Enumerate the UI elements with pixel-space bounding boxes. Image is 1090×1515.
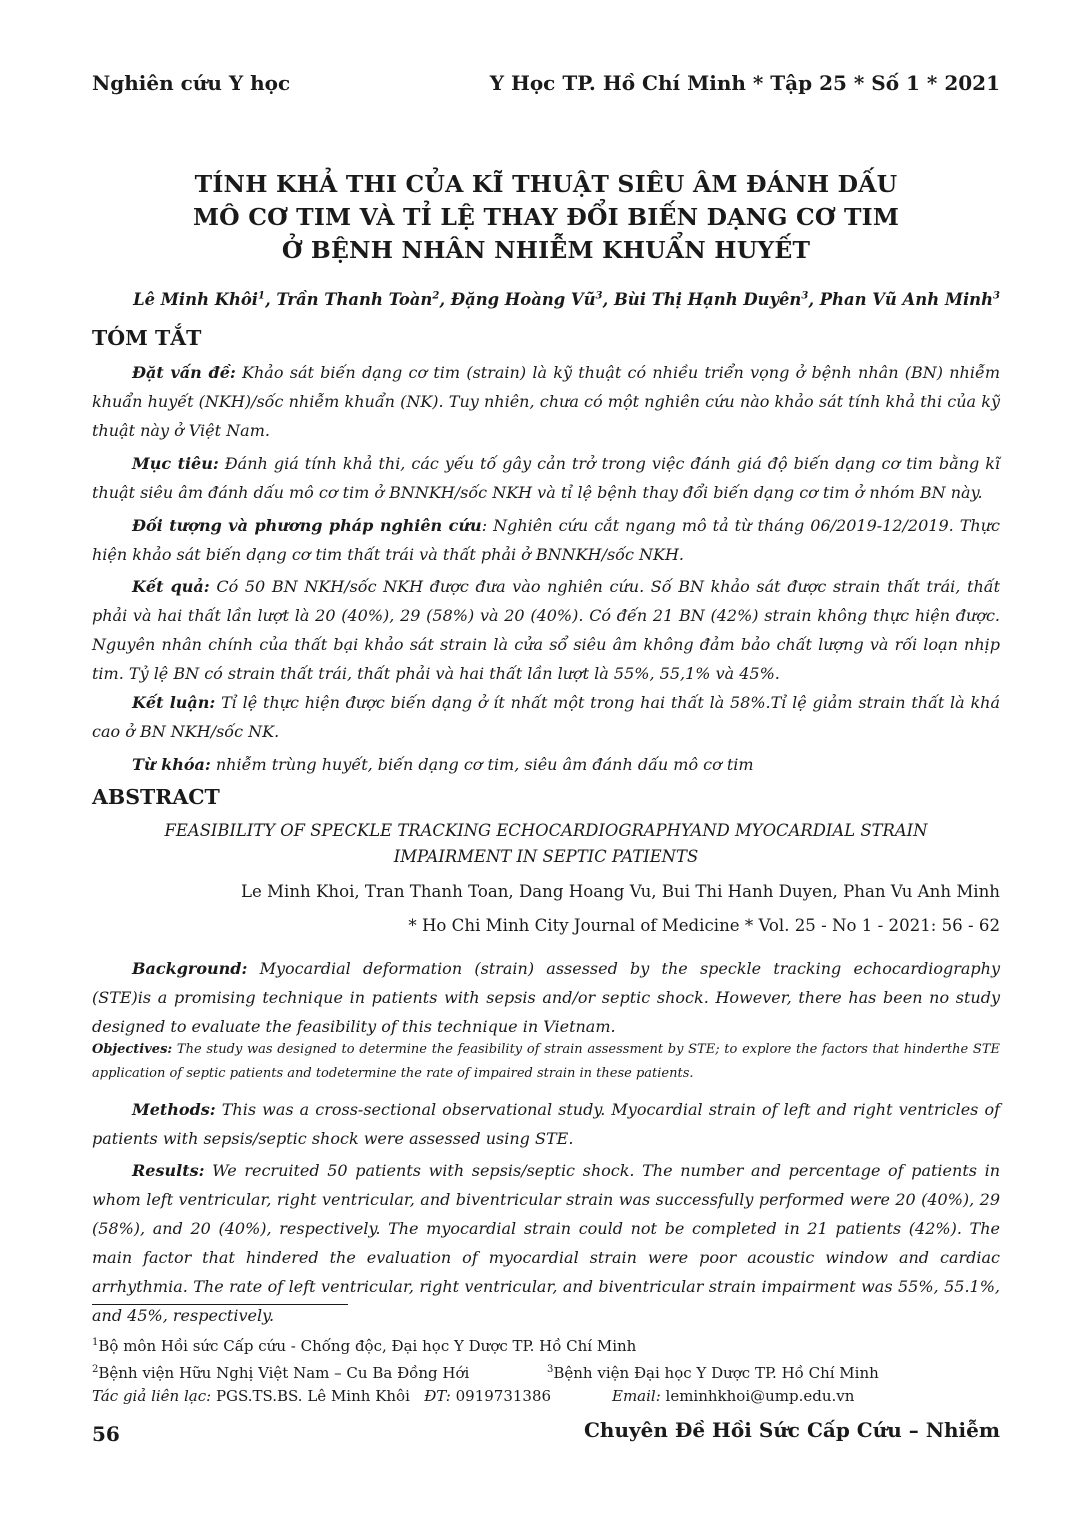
contact-name: PGS.TS.BS. Lê Minh Khôi [211, 1387, 410, 1405]
para-text: : Nghiên cứu cắt ngang mô tả từ tháng 06/2019-12/2019. Thực hiện khảo sát biến dạng cơ tim thất trái và thất phải ở BNNKH/sốc NKH. [92, 516, 1000, 564]
running-header-left: Nghiên cứu Y học [92, 71, 291, 95]
author-name: Lê Minh Khôi [133, 290, 259, 309]
footnote-affiliation-1: $^1$Bộ môn Hồi sức Cấp cứu - Chống độc, Đại học Y Dược TP. Hồ Chí Minh [92, 1337, 637, 1355]
author-name: Phan Vũ Anh Minh [819, 290, 994, 309]
running-footer-right: Chuyên Đề Hồi Sức Cấp Cứu – Nhiễm [584, 1418, 1000, 1442]
para-label: Từ khóa: [132, 755, 211, 774]
author-name: Bùi Thị Hạnh Duyên [613, 290, 802, 309]
article-title [92, 168, 1000, 267]
author-affiliation: 3 [595, 290, 603, 302]
para-label: Mục tiêu: [132, 454, 219, 473]
footnote-contact [92, 1383, 1000, 1410]
author-affiliation: 3 [993, 290, 1000, 302]
abstract-methods [92, 1095, 1000, 1153]
english-title-line-2: IMPAIRMENT IN SEPTIC PATIENTS [393, 847, 699, 866]
phone-label: ĐT: [424, 1387, 451, 1405]
page-number: 56 [92, 1422, 120, 1446]
para-text: This was a cross-sectional observational study. Myocardial strain of left and right ventricles of patients with sepsis/septic shock were assessed using STE. [92, 1100, 1000, 1148]
email-address: leminhkhoi@ump.edu.vn [660, 1387, 855, 1405]
contact-email [612, 1383, 854, 1410]
footnote-affiliation-2-3 [92, 1356, 1000, 1383]
para-text: Đánh giá tính khả thi, các yếu tố gây cản trở trong việc đánh giá độ biến dạng cơ tim bằng kĩ thuật siêu âm đánh dấu mô cơ tim ở BNNKH/sốc NKH và tỉ lệ bệnh thay đổi biến dạng cơ tim ở nhóm BN này. [92, 454, 1001, 502]
email-label: Email: [612, 1387, 661, 1405]
citation-line: * Ho Chi Minh City Journal of Medicine * Vol. 25 - No 1 - 2021: 56 - 62 [408, 916, 1000, 935]
para-label: Đối tượng và phương pháp nghiên cứu [132, 516, 482, 535]
footnote-divider [92, 1304, 348, 1305]
contact-label: Tác giả liên lạc: [92, 1387, 212, 1405]
phone-number: 0919731386 [450, 1387, 552, 1405]
para-label: Results: [132, 1161, 205, 1180]
author-affiliation: 1 [258, 290, 265, 302]
author-name: Trần Thanh Toàn [276, 290, 433, 309]
footnotes [92, 1329, 1000, 1410]
section-heading-abstract: ABSTRACT [92, 785, 220, 809]
para-label: Đặt vấn đề: [132, 363, 236, 382]
para-text: Tỉ lệ thực hiện được biến dạng ở ít nhất một trong hai thất là 58%.Tỉ lệ giảm strain thất là khá cao ở BN NKH/sốc NK. [92, 693, 1001, 741]
tomtat-dat-van-de [92, 358, 1000, 445]
author-name: Đặng Hoàng Vũ [450, 290, 596, 309]
title-line-1: TÍNH KHẢ THI CỦA KĨ THUẬT SIÊU ÂM ĐÁNH DẤU [194, 170, 898, 198]
para-text: Khảo sát biến dạng cơ tim (strain) là kỹ thuật có nhiều triển vọng ở bệnh nhân (BN) nhiễm khuẩn huyết (NKH)/sốc nhiễm khuẩn (NK). Tuy nhiên, chưa có một nghiên cứu nào khảo sát tính khả thi của kỹ thuật này ở Việt Nam. [92, 363, 1000, 440]
title-line-2: MÔ CƠ TIM VÀ TỈ LỆ THAY ĐỔI BIẾN DẠNG CƠ TIM [192, 203, 900, 231]
para-text: nhiễm trùng huyết, biến dạng cơ tim, siêu âm đánh dấu mô cơ tim [210, 755, 754, 774]
author-affiliation: 2 [432, 290, 440, 302]
para-label: Kết luận: [132, 693, 216, 712]
author-list: Lê Minh Khôi$^1$, Trần Thanh Toàn$^2$, Đặng Hoàng $Vũ^3$, Bùi Thị Hạnh Duyên$^3$, Phan Vũ Anh Minh$^3$ [133, 290, 1000, 309]
tomtat-tu-khoa [92, 750, 1000, 779]
footnote-affiliation-2: $^2$Bệnh viện Hữu Nghị Việt Nam – Cu Ba Đồng Hới [92, 1364, 470, 1382]
abstract-objectives [92, 1038, 1000, 1086]
para-label: Background: [132, 959, 248, 978]
tomtat-ket-qua [92, 572, 1000, 688]
english-title-line-1: FEASIBILITY OF SPECKLE TRACKING ECHOCARDIOGRAPHYAND MYOCARDIAL STRAIN [164, 821, 928, 840]
english-title [92, 818, 1000, 870]
para-text: The study was designed to determine the feasibility of strain assessment by STE; to explore the factors that hinderthe STE application of septic patients and todetermine the rate of impaired strain in these patients. [92, 1042, 1000, 1081]
abstract-background [92, 954, 1000, 1041]
footnote-affiliation-3: $^3$Bệnh viện Đại học Y Dược TP. Hồ Chí Minh [547, 1364, 879, 1382]
para-text: We recruited 50 patients with sepsis/septic shock. The number and percentage of patients in whom left ventricular, right ventricular, and biventricular strain was successfully performed were 20 (40%), 29 (58%), and 20 (40%), respectively. The myocardial strain could not be completed in 21 patients (42%). The main factor that hindered the evaluation of myocardial strain were poor acoustic window and cardiac arrhythmia. The rate of left ventricular, right ventricular, and biventricular strain impairment was 55%, 55.1%, and 45%, respectively. [92, 1161, 1000, 1325]
para-text: Có 50 BN NKH/sốc NKH được đưa vào nghiên cứu. Số BN khảo sát được strain thất trái, thất phải và hai thất lần lượt là 20 (40%), 29 (58%) và 20 (40%). Có đến 21 BN (42%) strain không thực hiện được. Nguyên nhân chính của thất bại khảo sát strain là cửa sổ siêu âm không đảm bảo chất lượng và rối loạn nhịp tim. Tỷ lệ BN có strain thất trái, thất phải và hai thất lần lượt là 55%, 55,1% và 45%. [92, 577, 1000, 683]
tomtat-muc-tieu [92, 449, 1000, 507]
section-heading-tomtat: TÓM TẮT [92, 326, 202, 350]
para-label: Kết quả: [132, 577, 210, 596]
running-header-right: Y Học TP. Hồ Chí Minh * Tập 25 * Số 1 * 2021 [489, 71, 1000, 95]
author-list-english: Le Minh Khoi, Tran Thanh Toan, Dang Hoang Vu, Bui Thi Hanh Duyen, Phan Vu Anh Minh [240, 882, 1000, 901]
para-label: Objectives: [92, 1042, 173, 1057]
tomtat-ket-luan [92, 688, 1000, 746]
title-line-3: Ở BỆNH NHÂN NHIỄM KHUẨN HUYẾT [281, 236, 811, 264]
author-affiliation: 3 [801, 290, 809, 302]
tomtat-doi-tuong [92, 511, 1000, 569]
para-text: Myocardial deformation (strain) assessed by the speckle tracking echocardiography (STE)is a promising technique in patients with sepsis and/or septic shock. However, there has been no study designed to evaluate the feasibility of this technique in Vietnam. [92, 959, 1000, 1036]
para-label: Methods: [132, 1100, 216, 1119]
paper-page [92, 0, 1000, 1515]
